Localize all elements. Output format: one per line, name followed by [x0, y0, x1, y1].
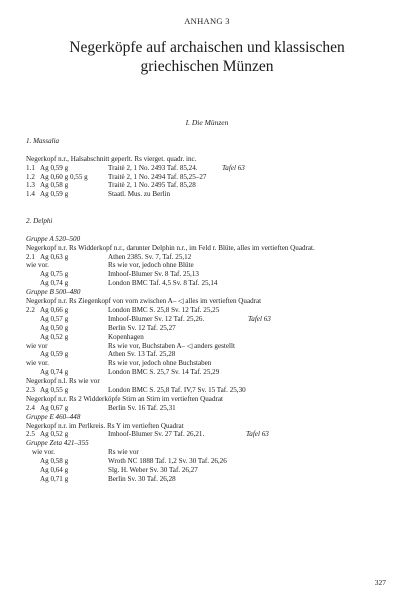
group-description: Negerkopf n.r. Rs 2 Widderköpfe Stirn an Stirn im vertieften Quadrat — [26, 394, 223, 403]
massalia-description: Negerkopf n.r., Halsabschnitt geperlt. Rs vierget. quadr. inc. — [26, 154, 197, 163]
title-line-2: griechischen Münzen — [140, 58, 274, 75]
catalogue-row: Ag 0,64 g Slg. H. Weber Sv. 30 Taf. 26,27 — [40, 465, 198, 474]
catalogue-row: 1.2 Ag 0,60 g 0,55 g Traitè 2, 1 No. 2494 Taf. 85,25–27 — [26, 172, 207, 181]
page-number: 327 — [374, 578, 386, 587]
catalogue-row: 2.5 Ag 0,52 g Imhoof-Blumer Sv. 27 Taf. 26,21. Tafel 63 — [26, 430, 269, 439]
catalogue-row: 1.4 Ag 0,59 g Staatl. Mus. zu Berlin — [26, 190, 171, 199]
plate-reference: Tafel 63 — [248, 314, 271, 323]
catalogue-row: Ag 0,52 g Kopenhagen — [40, 332, 144, 341]
catalogue-row: Ag 0,50 g Berlin Sv. 12 Taf. 25,27 — [40, 323, 176, 332]
group-heading: Gruppe E 460–448 — [26, 412, 81, 421]
group-description: Negerkopf n.r. Rs Ziegenkopf von vorn zwischen A– ◁ alles im vertieften Quadrat — [26, 297, 262, 306]
catalogue-row: 1.1 Ag 0,59 g Traitè 2, 1 No. 2493 Taf. 85,24. Tafel 63 — [26, 163, 245, 172]
catalogue-row: wie vor. Rs wie vor — [32, 448, 139, 457]
plate-reference: Tafel 63 — [246, 430, 269, 439]
catalogue-body — [26, 137, 392, 484]
group-description: Negerkopf n.l. Rs wie vor — [26, 377, 100, 386]
title-line-1: Negerköpfe auf archaischen und klassischen — [69, 39, 345, 56]
catalogue-row: Ag 0,57 g Imhoof-Blumer Sv. 12 Taf. 25,26. Tafel 63 — [40, 314, 271, 323]
catalogue-row: Ag 0,58 g Wroth NC 1888 Taf. 1,2 Sv. 30 Taf. 26,26 — [40, 457, 227, 466]
massalia-heading: 1. Massalia — [26, 137, 60, 145]
group-description: Negerkopf n.r. im Perlkreis. Rs Y im vertieften Quadrat — [26, 421, 184, 430]
group-description: Negerkopf n.r. Rs Widderkopf n.r., darunter Delphin n.r., im Feld r. Blüte, alles im vertieften Quadrat. — [26, 243, 315, 252]
catalogue-row: 2.3 Ag 0,55 g London BMC S. 25,8 Taf. IV,7 Sv. 15 Taf. 25,30 — [26, 385, 246, 394]
catalogue-row: 1.3 Ag 0,58 g Traitè 2, 1 No. 2495 Taf. 85,28 — [26, 181, 196, 190]
catalogue-row: Ag 0,75 g Imhoof-Blumer Sv. 8 Taf. 25,13 — [40, 270, 199, 279]
catalogue-row: Ag 0,74 g London BMC Taf. 4,5 Sv. 8 Taf. 25,14 — [40, 279, 218, 288]
group-heading: Gruppe B 500–480 — [26, 288, 81, 297]
catalogue-row: 2.2 Ag 0,66 g London BMC S. 25,8 Sv. 12 Taf. 25,25 — [26, 305, 220, 314]
catalogue-row: Ag 0,74 g London BMC S. 25,7 Sv. 14 Taf. 25,29 — [40, 368, 220, 377]
plate-reference: Tafel 63 — [222, 163, 245, 172]
group-heading: Gruppe A 520–500 — [26, 234, 81, 243]
delphi-heading: 2. Delphi — [26, 217, 53, 226]
page-title — [0, 38, 414, 76]
section-title: I. Die Münzen — [185, 118, 229, 127]
catalogue-row: Ag 0,59 g Athen Sv. 13 Taf. 25,28 — [40, 350, 176, 359]
running-header: ANHANG 3 — [184, 16, 230, 26]
catalogue-row: Ag 0,71 g Berlin Sv. 30 Taf. 26,28 — [40, 474, 176, 483]
catalogue-row: wie vor Rs wie vor, Buchstaben A– ◁ anders gestellt — [26, 341, 235, 350]
catalogue-row: wie vor. Rs wie vor, jedoch ohne Blüte — [26, 261, 194, 270]
catalogue-row: 2.4 Ag 0,67 g Berlin Sv. 16 Taf. 25,31 — [26, 403, 176, 412]
group-heading: Gruppe Zeta 421–355 — [26, 439, 89, 448]
catalogue-row: wie vor. Rs wie vor, jedoch ohne Buchstaben — [26, 359, 212, 368]
catalogue-row: 2.1 Ag 0,63 g Athen 2385. Sv. 7, Taf. 25,12 — [26, 252, 192, 261]
